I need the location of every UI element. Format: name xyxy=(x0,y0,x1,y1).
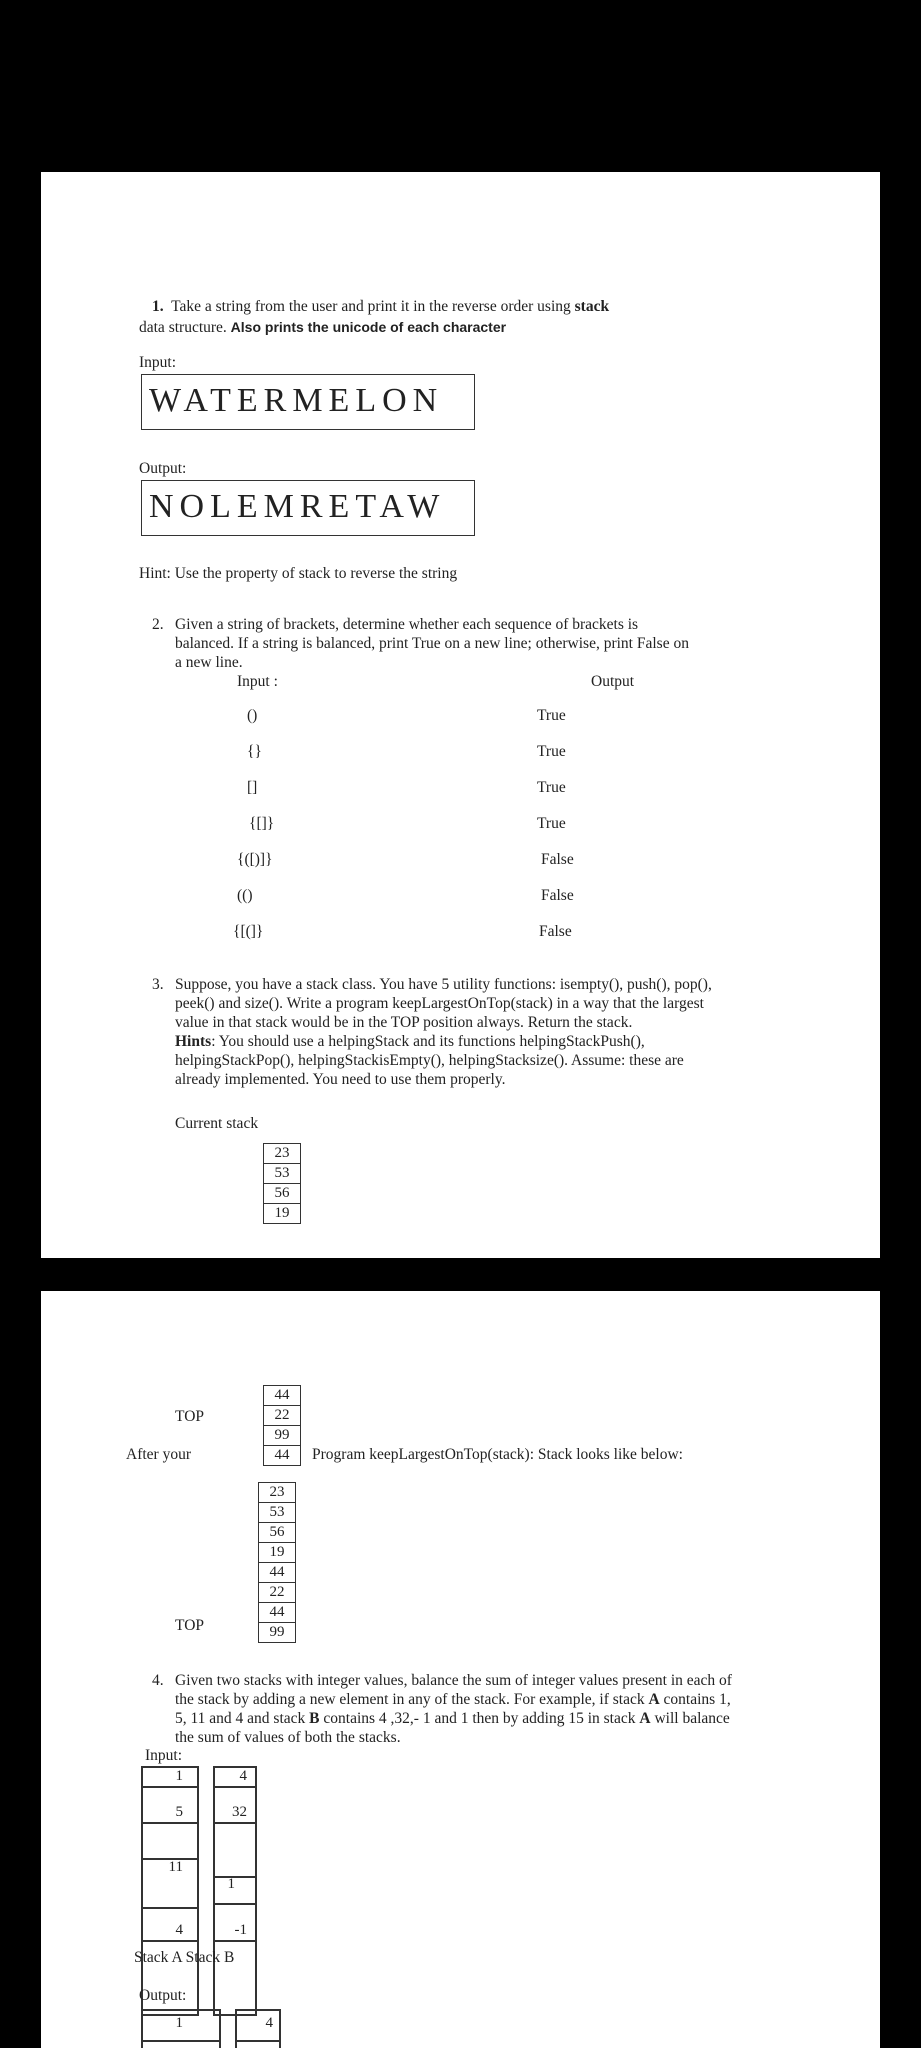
stack-cell: 99 xyxy=(258,1622,296,1643)
bracket-input: {[(]} xyxy=(233,923,264,940)
top-label-2: TOP xyxy=(175,1617,205,1634)
stack-caption: Stack A Stack B xyxy=(134,1949,235,1966)
bracket-output: False xyxy=(539,923,572,940)
current-stack-label: Current stack xyxy=(175,1115,259,1132)
stack-b-value: -1 xyxy=(234,1922,247,1938)
stack-cell: 44 xyxy=(258,1602,296,1623)
stack-a-value: 4 xyxy=(175,1922,183,1938)
bracket-input: {} xyxy=(247,743,262,760)
top-label: TOP xyxy=(175,1408,205,1425)
output-box: NOLEMRETAW xyxy=(141,480,475,536)
document-page-2 xyxy=(41,1291,880,2048)
output-label: Output: xyxy=(139,460,187,477)
stack-b-value: 32 xyxy=(232,1804,247,1820)
bracket-input: {([)]} xyxy=(237,851,273,868)
question-1-line-1: 1. Take a string from the user and print it in the reverse order using stack xyxy=(152,298,610,315)
question-3-hints-line-3: already implemented. You need to use them properly. xyxy=(175,1071,506,1088)
question-4-line-4: the sum of values of both the stacks. xyxy=(175,1729,401,1746)
stack-cell: 23 xyxy=(258,1482,296,1503)
input-label: Input: xyxy=(145,1747,183,1764)
output-stack-b-value: 4 xyxy=(265,2015,273,2031)
stack-cell: 53 xyxy=(258,1502,296,1523)
bracket-output: True xyxy=(537,707,566,724)
question-number: 1. xyxy=(152,298,164,315)
question-2-line-3: a new line. xyxy=(175,654,243,671)
question-2-line-1: Given a string of brackets, determine whether each sequence of brackets is xyxy=(175,616,639,633)
stack-cell: 22 xyxy=(263,1405,301,1426)
stack-cell: 19 xyxy=(258,1542,296,1563)
stack-b-value: 1 xyxy=(227,1876,235,1892)
question-3-number: 3. xyxy=(152,976,164,993)
stack-cell: 56 xyxy=(263,1183,301,1204)
bracket-output: False xyxy=(541,887,574,904)
stack-cell: 56 xyxy=(258,1522,296,1543)
question-3-hints-line-2: helpingStackPop(), helpingStackisEmpty(), helpingStacksize(). Assume: these are xyxy=(175,1052,684,1069)
question-3-line-3: value in that stack would be in the TOP position always. Return the stack. xyxy=(175,1014,633,1031)
bracket-output: True xyxy=(537,815,566,832)
input-header: Input : xyxy=(237,673,278,690)
stack-cell: 53 xyxy=(263,1163,301,1184)
bracket-output: True xyxy=(537,743,566,760)
output-header: Output xyxy=(591,673,635,690)
bracket-input: (() xyxy=(237,887,253,904)
result-stack xyxy=(258,1482,296,1643)
input-box: WATERMELON xyxy=(141,374,475,430)
bracket-input: () xyxy=(247,707,258,724)
stack-a-value: 1 xyxy=(175,1768,183,1784)
after-label: After your xyxy=(126,1446,191,1463)
hint-text: Hint: Use the property of stack to reverse the string xyxy=(139,565,458,582)
question-3-line-1: Suppose, you have a stack class. You have 5 utility functions: isempty(), push(), pop(), xyxy=(175,976,712,993)
stack-cell: 44 xyxy=(258,1562,296,1583)
stack-cell: 19 xyxy=(263,1203,301,1224)
bracket-input: {[]} xyxy=(249,815,275,832)
after-text: Program keepLargestOnTop(stack): Stack looks like below: xyxy=(312,1446,683,1463)
stack-cell: 22 xyxy=(258,1582,296,1603)
current-stack xyxy=(263,1143,301,1224)
current-stack-continued xyxy=(263,1385,301,1466)
question-3-hints-line-1: Hints: You should use a helpingStack and its functions helpingStackPush(), xyxy=(175,1033,645,1050)
question-2-number: 2. xyxy=(152,616,164,633)
question-2-line-2: balanced. If a string is balanced, print True on a new line; otherwise, print False on xyxy=(175,635,689,652)
question-3-line-2: peek() and size(). Write a program keepLargestOnTop(stack) in a way that the largest xyxy=(175,995,704,1012)
question-4-line-3: 5, 11 and 4 and stack B contains 4 ,32,- 1 and 1 then by adding 15 in stack A will balance xyxy=(175,1710,730,1727)
stack-b-value: 4 xyxy=(239,1768,247,1784)
question-4-line-1: Given two stacks with integer values, balance the sum of integer values present in each of xyxy=(175,1672,732,1689)
bracket-input: [] xyxy=(247,779,258,796)
document-page-1 xyxy=(41,172,880,1258)
bracket-output: False xyxy=(541,851,574,868)
output-stack-a-value: 1 xyxy=(175,2015,183,2031)
question-4-line-2: the stack by adding a new element in any of the stack. For example, if stack A contains 1, xyxy=(175,1691,731,1708)
stack-cell: 99 xyxy=(263,1425,301,1446)
stack-a-value: 11 xyxy=(168,1859,183,1875)
input-label: Input: xyxy=(139,354,177,371)
question-1-line-2: data structure. Also prints the unicode of each character xyxy=(139,319,507,336)
stack-cell: 23 xyxy=(263,1143,301,1164)
stack-a-value: 5 xyxy=(175,1804,183,1820)
question-4-number: 4. xyxy=(152,1672,164,1689)
bracket-output: True xyxy=(537,779,566,796)
output-label: Output: xyxy=(139,1987,187,2004)
stack-cell: 44 xyxy=(263,1445,301,1466)
stack-cell: 44 xyxy=(263,1385,301,1406)
